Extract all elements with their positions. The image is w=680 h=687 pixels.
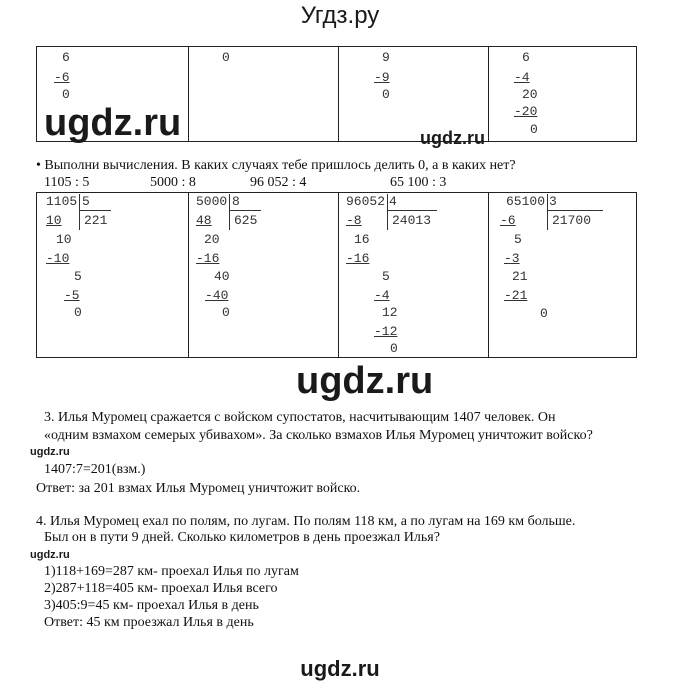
step: -40 xyxy=(205,288,229,303)
step: 0 xyxy=(390,341,398,356)
task-instruction: • Выполни вычисления. В каких случаях тебе пришлось делить 0, а в каких нет? xyxy=(36,158,516,173)
step: 16 xyxy=(354,232,370,247)
solution-line: 1407:7=201(взм.) xyxy=(44,462,146,477)
step: 5 xyxy=(382,269,390,284)
step: 0 xyxy=(74,305,82,320)
watermark: ugdz.ru xyxy=(300,656,380,681)
quotient: 21700 xyxy=(552,213,592,228)
cell-value: 6 xyxy=(62,50,70,65)
watermark: ugdz.ru xyxy=(420,128,485,148)
division-bar xyxy=(387,210,437,211)
step: 0 xyxy=(540,306,548,321)
site-title[interactable]: Угдз.ру xyxy=(300,2,380,29)
dividend: 96052 xyxy=(346,194,386,209)
cell-value: 20 xyxy=(522,87,538,102)
table2-divider xyxy=(488,192,489,358)
task-text: Был он в пути 9 дней. Сколько километров в день проезжал Илья? xyxy=(44,530,440,545)
answer-line: Ответ: 45 км проезжал Илья в день xyxy=(44,615,254,630)
task-text: «одним взмахом семерых убивахом». За сколько взмахов Илья Муромец уничтожит войско? xyxy=(44,428,593,443)
step: -4 xyxy=(374,288,390,303)
first-subtrahend: -8 xyxy=(346,213,362,228)
division-bar xyxy=(229,194,230,230)
watermark: ugdz.ru xyxy=(30,446,70,458)
step: -16 xyxy=(346,251,370,266)
quotient: 625 xyxy=(234,213,258,228)
step: 12 xyxy=(382,305,398,320)
divisor: 8 xyxy=(232,194,240,209)
dividend: 65100 xyxy=(506,194,546,209)
solution-line: 3)405:9=45 км- проехал Илья в день xyxy=(44,598,259,613)
step: 5 xyxy=(74,269,82,284)
step: -21 xyxy=(504,288,528,303)
quotient: 221 xyxy=(84,213,108,228)
cell-value: 0 xyxy=(530,122,538,137)
watermark: ugdz.ru xyxy=(296,360,434,402)
table2-divider xyxy=(338,192,339,358)
division-bar xyxy=(547,194,548,230)
first-subtrahend: 48 xyxy=(196,213,212,228)
divisor: 4 xyxy=(389,194,397,209)
cell-value: 0 xyxy=(222,50,230,65)
step: -3 xyxy=(504,251,520,266)
task-text: 4. Илья Муромец ехал по полям, по лугам. По полям 118 км, а по лугам на 169 км больше. xyxy=(36,514,576,529)
watermark: ugdz.ru xyxy=(44,102,182,144)
step: 20 xyxy=(204,232,220,247)
expression: 96 052 : 4 xyxy=(250,175,307,190)
step: -16 xyxy=(196,251,220,266)
dividend: 1105 xyxy=(46,194,78,209)
step: 40 xyxy=(214,269,230,284)
dividend: 5000 xyxy=(196,194,228,209)
cell-value: -4 xyxy=(514,70,530,85)
cell-value: 6 xyxy=(522,50,530,65)
division-bar xyxy=(229,210,261,211)
step: 10 xyxy=(56,232,72,247)
cell-value: -20 xyxy=(514,104,538,119)
table1-divider xyxy=(188,46,189,142)
solution-line: 1)118+169=287 км- проехал Илья по лугам xyxy=(44,564,299,579)
task-text: 3. Илья Муромец сражается с войском супостатов, насчитывающим 1407 человек. Он xyxy=(44,410,556,425)
first-subtrahend: -6 xyxy=(500,213,516,228)
division-bar xyxy=(79,210,111,211)
step: 5 xyxy=(514,232,522,247)
expression: 1105 : 5 xyxy=(44,175,90,190)
step: -5 xyxy=(64,288,80,303)
quotient: 24013 xyxy=(392,213,432,228)
watermark: ugdz.ru xyxy=(30,549,70,561)
expression: 5000 : 8 xyxy=(150,175,196,190)
cell-value: -6 xyxy=(54,70,70,85)
expression: 65 100 : 3 xyxy=(390,175,447,190)
division-bar xyxy=(79,194,80,230)
solution-line: 2)287+118=405 км- проехал Илья всего xyxy=(44,581,278,596)
first-subtrahend: 10 xyxy=(46,213,62,228)
cell-value: -9 xyxy=(374,70,390,85)
divisor: 5 xyxy=(82,194,90,209)
step: -10 xyxy=(46,251,70,266)
step: -12 xyxy=(374,324,398,339)
division-bar xyxy=(547,210,603,211)
division-bar xyxy=(387,194,388,230)
table1-divider xyxy=(338,46,339,142)
table2-divider xyxy=(188,192,189,358)
answer-line: Ответ: за 201 взмах Илья Муромец уничтожит войско. xyxy=(36,481,361,496)
table1-divider xyxy=(488,46,489,142)
step: 0 xyxy=(222,305,230,320)
divisor: 3 xyxy=(549,194,557,209)
cell-value: 0 xyxy=(62,87,70,102)
step: 21 xyxy=(512,269,528,284)
cell-value: 0 xyxy=(382,87,390,102)
cell-value: 9 xyxy=(382,50,390,65)
